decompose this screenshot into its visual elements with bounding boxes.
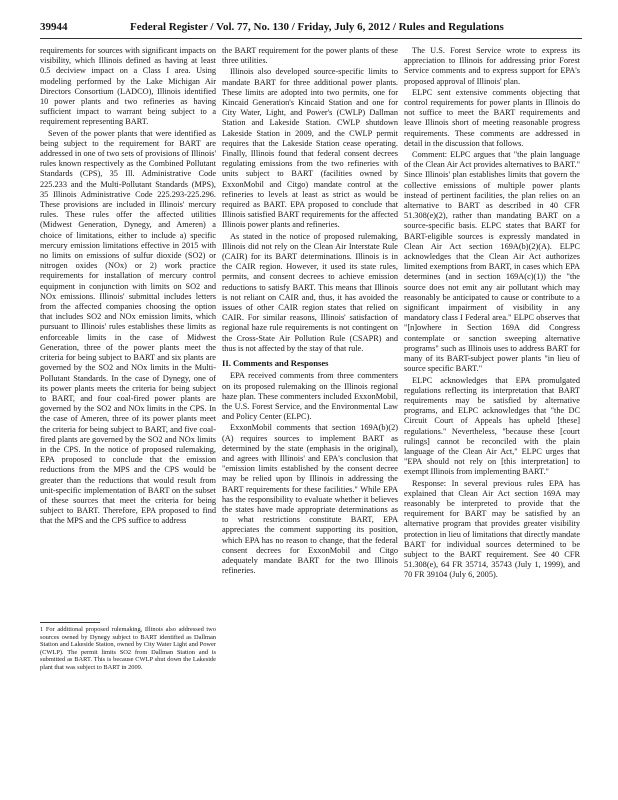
paragraph: Seven of the power plants that were identified as being subject to the requirement for BART are addressed in one of two sets of provisions of Illinois' rules known respectively as the Combined Pollutant Standards (CPS), 35 Ill. Administrative Code 225.233 and the Multi-Pollutant Standards (MPS), 35 Illinois Administrative Code 225.293-225.296. These provisions are included in Illinois' mercury rules. These rules offer the affected utilities (Midwest Generation, Dynegy, and Ameren) a choice of limitations, either to include a) specific mercury emission limitations effective in 2015 with no limits on emissions of sulfur dioxide (SO2) or nitrogen oxides (NOx) or 2) work practice requirements for installation of mercury control equipment in conjunction with limits on SO2 and NOx emissions. Illinois' submittal includes letters from the affected companies choosing the option that includes SO2 and NOx emission limits, which pursuant to Illinois' rules establishes these limits as enforceable limits in the case of Midwest Generation, three of the power plants meet the criteria for being subject to BART and six plants are governed by the SO2 and NOx limits in the Multi-Pollutant Standards. In the case of Dynegy, one of its power plants meets the criteria for being subject to BART, and four coal-fired power plants are governed by the SO2 and NOx limits in the CPS. In the case of Ameren, three of its power plants meet the criteria for being subject to BART, and five coal-fired plants are governed by the SO2 and NOx limits in the CPS. In the notice of proposed rulemaking, EPA proposed to conclude that the emission reductions from the MPS and the CPS would be greater than the reductions that would result from unit-specific implementation of BART on the subset of these sources that meet the criteria for being subject to BART. Therefore, EPA proposed to find that the MPS and the CPS suffice to address: [40, 128, 216, 526]
paragraph: the BART requirement for the power plants of these three utilities.: [222, 46, 398, 66]
page-number: 39944: [40, 21, 68, 33]
paragraph: ELPC sent extensive comments objecting that control requirements for power plants in Illinois do not suffice to meet the BART requirements and leave Illinois short of meeting reasonable progress requirements. These comments are addressed in detail in the discussion that follows.: [404, 87, 580, 148]
paragraph: ELPC acknowledges that EPA promulgated regulations reflecting its interpretation that BART requirements may be satisfied by alternative programs, and ELPC acknowledges that "the DC Circuit Court of Appeals has upheld [these] regulations." Nevertheless, "because these [court rulings] cannot be reconciled with the plain language of the Clean Air Act," ELPC urges that "EPA should not rely on [this interpretation] to exempt Illinois from implementing BART.": [404, 375, 580, 477]
column-2: [222, 46, 398, 786]
paragraph: Comment: ELPC argues that "the plain language of the Clean Air Act provides alternatives to BART." Since Illinois' plan establishes limits that govern the collective emissions of multiple power plants instead of pertinent facilities, the plan relies on an alternative to BART as described in 40 CFR 51.308(e)(2), rather than mandating BART on a source-specific basis. ELPC states that BART for BART-eligible sources is expressly mandated in Clean Air Act section 169A(b)(2)(A). ELPC acknowledges that the Clean Air Act authorizes limited exemptions from BART, in cases which EPA determines (and in section 169A(c)(1)) the "the source does not emit any air pollutant which may reasonably be anticipated to cause or contribute to a significant impairment of visibility in any mandatory class I Federal area." ELPC observes that "[n]owhere in Section 169A did Congress contemplate or sanction sweeping alternative programs" such as Illinois uses to address BART for many of its BART-subject power plants "in lieu of source specific BART.": [404, 150, 580, 374]
page-header: [40, 18, 582, 36]
section-heading: II. Comments and Responses: [222, 358, 329, 369]
paragraph: As stated in the notice of proposed rulemaking, Illinois did not rely on the Clean Air Interstate Rule (CAIR) for its BART determinations. Illinois is in the CAIR region. However, it used its state rules, permits, and consent decrees to achieve emission reductions to satisfy BART. This means that Illinois is not reliant on CAIR and, thus, it has avoided the issues of other CAIR region states that relied on CAIR. For similar reasons, Illinois' satisfaction of regional haze rule requirements is not contingent on the Cross-State Air Pollution Rule (CSAPR) and thus is not affected by the stay of that rule.: [222, 231, 398, 353]
paragraph: The U.S. Forest Service wrote to express its appreciation to Illinois for addressing prior Forest Service comments and to express support for EPA's proposed approval of Illinois' plan.: [404, 46, 580, 86]
column-3: [404, 46, 580, 786]
paragraph: Illinois also developed source-specific limits to mandate BART for three additional power plants. These limits are adopted into two permits, one for Kincaid Generation's Kincaid Station and one for City Water, Light, and Power's (CWLP) Dallman Station and Lakeside Station. CWLP shutdown Lakeside Station in 2009, and the CWLP permit requires that the Lakeside Station cease operating. Finally, Illinois found that federal consent decrees regulating emissions from the two refineries with units subject to BART (facilities owned by ExxonMobil and Citgo) mandate control at the refineries to levels at least as strict as would be required as BART. EPA proposed to conclude that Illinois satisfied BART requirements for the affected Illinois power plants and refineries.: [222, 67, 398, 230]
paragraph: requirements for sources with significant impacts on visibility, which Illinois defined as having at least 0.5 deciview impact on a Class I area. Using modeling performed by the Lake Michigan Air Directors Consortium (LADCO), Illinois identified 10 power plants and two refineries as having sufficient impact to warrant being subject to a requirement representing BART.: [40, 46, 216, 127]
footnote: 1 For additional proposed rulemaking, Illinois also addressed two sources owned by Dynegy subject to BART identified as Dallman Station and Lakeside Station, owned by City Water Light and Power (CWLP). The permit limits SO2 from Dallman Station and is submitted as BART. This is because CWLP shut down the Lakeside plant that was subject to BART in 2009.: [40, 626, 216, 671]
paragraph: EPA received comments from three commenters on its proposed rulemaking on the Illinois regional haze plan. These commenters included ExxonMobil, the U.S. Forest Service, and the Environmental Law and Policy Center (ELPC).: [222, 371, 398, 422]
running-head: Federal Register / Vol. 77, No. 130 / Friday, July 6, 2012 / Rules and Regulations: [130, 21, 504, 33]
footnote-rule: [40, 622, 100, 623]
column-1: [40, 46, 216, 618]
paragraph: ExxonMobil comments that section 169A(b)(2)(A) requires sources to implement BART as determined by the state (emphasis in the original), and agrees with Illinois' and EPA's conclusion that "emission limits established by the consent decree may be relied upon by Illinois in addressing the BART requirements for these facilities." While EPA has the responsibility to evaluate whether it believes the states have made appropriate determinations as to what restrictions constitute BART, EPA appreciates the comment supporting its position, which EPA has no reason to change, that the federal consent decrees for ExxonMobil and Citgo adequately mandate BART for the two Illinois refineries.: [222, 423, 398, 576]
header-rule: [40, 38, 582, 39]
paragraph: Response: In several previous rules EPA has explained that Clean Air Act section 169A may reasonably be interpreted to provide that the requirement for BART may be satisfied by an alternative program that provides greater visibility protection in lieu of limitations that directly mandate BART for individual sources determined to be subject to the BART requirement. See 40 CFR 51.308(e), 64 FR 35714, 35743 (July 1, 1999), and 70 FR 39104 (July 6, 2005).: [404, 478, 580, 580]
